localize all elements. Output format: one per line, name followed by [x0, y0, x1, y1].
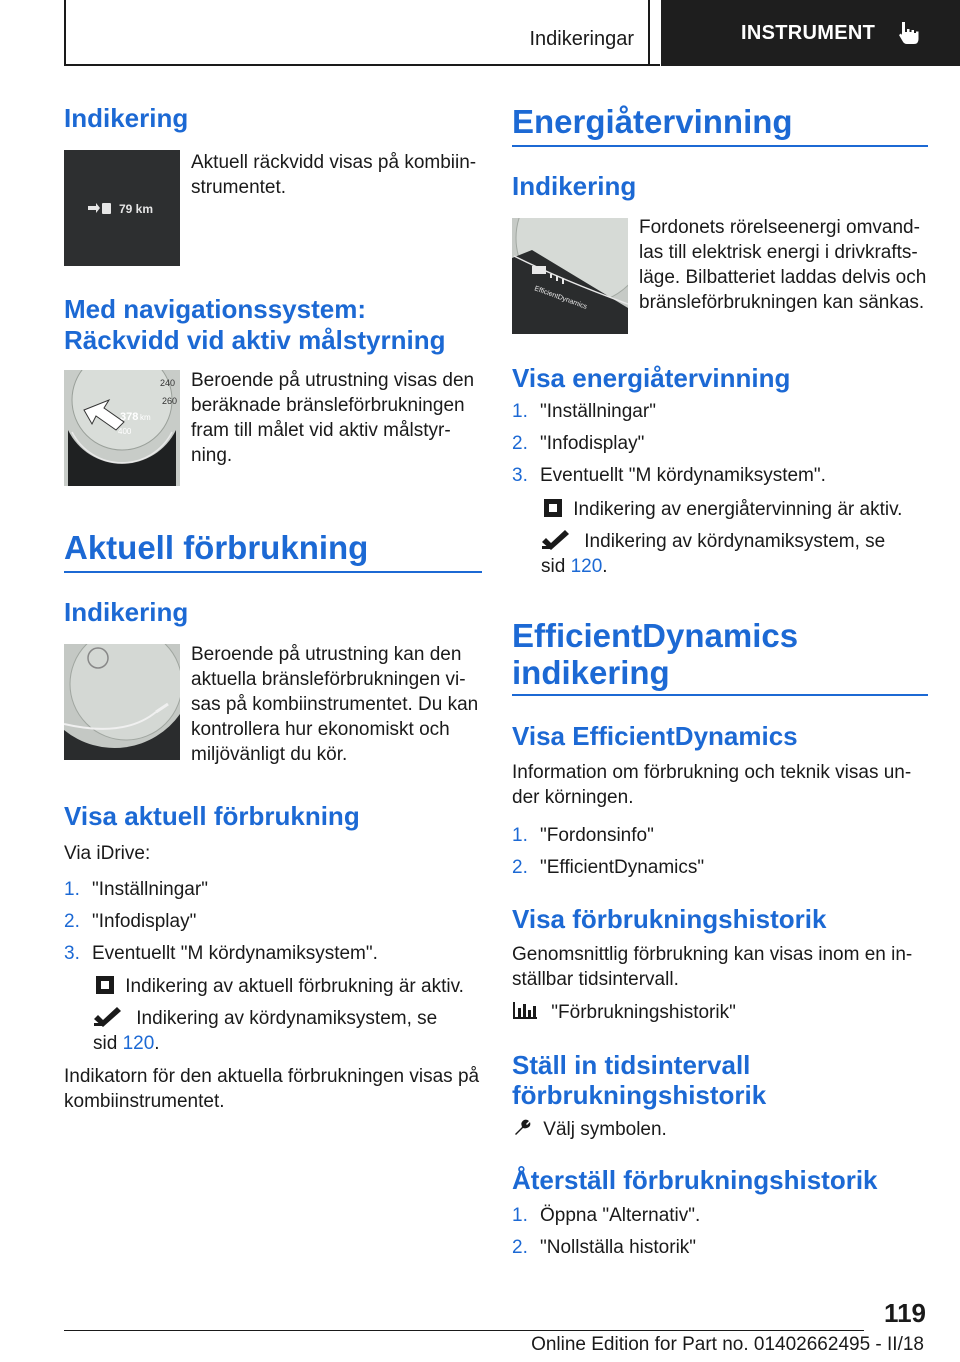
historik-item: "Förbrukningshistorik"	[512, 1000, 736, 1025]
range-display-image	[64, 150, 180, 266]
page-number: 119	[884, 1298, 926, 1328]
right-steps-list	[512, 396, 930, 492]
heading-indikering-right: Indikering	[512, 171, 637, 201]
display-square-icon	[544, 499, 562, 517]
navigation-range-description: Beroende på utrustning visas den beräknade bränsleförbrukningen fram till målet vid aktiv målstyr- ning.	[191, 370, 475, 466]
gauge-label-km: km	[140, 413, 151, 422]
heading-aterstall: Återställ förbrukningshistorik	[512, 1165, 878, 1195]
checkmark-dynamics-icon	[541, 529, 571, 551]
energy-gauge-image	[512, 218, 628, 334]
chapter-title: INSTRUMENT	[741, 21, 876, 44]
footer-edition: Online Edition for Part no. 01402662495 - II/18	[531, 1334, 924, 1355]
heading-visa-energi: Visa energiåtervinning	[512, 363, 791, 393]
header-left-rule	[64, 0, 66, 66]
reset-steps-list	[512, 1200, 930, 1264]
energy-image-label: EfficientDynamics	[533, 285, 588, 311]
consumption-gauge-image	[64, 644, 180, 760]
left-note-dynamics: Indikering av kördynamiksystem, se	[93, 1006, 483, 1031]
energy-description: Fordonets rörelseenergi omvand- las till elektrisk energi i drivkrafts- läge. Bilbatteriet laddas delvis och bränsleförbrukningen kan sänkas.	[639, 217, 927, 313]
gauge-label-260: 260	[162, 396, 178, 406]
heading-forbrukningshistorik: Visa förbrukningshistorik	[512, 904, 827, 934]
heading-aktuell-forbrukning: Aktuell förbrukning	[64, 529, 369, 566]
hand-pointer-icon	[897, 20, 921, 46]
heading-visa-efficientdynamics: Visa EfficientDynamics	[512, 721, 798, 751]
range-value-text: 79 km	[119, 202, 154, 216]
list-item: 3. Eventuellt "M kördynamiksystem".	[64, 943, 378, 964]
list-item: 2. "Infodisplay"	[512, 433, 645, 454]
gauge-label-240: 240	[160, 378, 176, 388]
display-square-icon	[96, 976, 114, 994]
list-item: 2. "EfficientDynamics"	[512, 857, 705, 878]
wrench-icon	[512, 1118, 532, 1138]
left-note-active: Indikering av aktuell förbrukning är aktiv.	[96, 974, 486, 999]
via-idrive-text: Via iDrive:	[64, 843, 151, 864]
list-item: 1. "Inställningar"	[64, 879, 208, 900]
left-note-page-ref: sid 120.	[93, 1033, 160, 1054]
historik-description: Genomsnittlig förbrukning kan visas inom en in- ställbar tidsintervall.	[512, 944, 913, 990]
heading-navigation-range: Med navigationssystem: Räckvidd vid aktiv målstyrning	[64, 294, 446, 355]
list-item: 1. Öppna "Alternativ".	[512, 1205, 701, 1226]
tidsintervall-item: Välj symbolen.	[512, 1117, 667, 1142]
left-steps-list	[64, 874, 482, 970]
gauge-label-400: 400	[118, 427, 132, 436]
list-item: 2. "Nollställa historik"	[512, 1237, 697, 1258]
right-note-page-ref: sid 120.	[541, 556, 608, 577]
heading-rule	[64, 571, 482, 573]
heading-visa-aktuell: Visa aktuell förbrukning	[64, 801, 360, 831]
heading-tidsintervall: Ställ in tidsintervall förbrukningshistorik	[512, 1050, 767, 1110]
heading-indikering: Indikering	[64, 103, 189, 133]
range-description: Aktuell räckvidd visas på kombiin- strumentet.	[191, 152, 477, 198]
right-note-dynamics: Indikering av kördynamiksystem, se	[541, 529, 931, 554]
chapter-tab[interactable]	[661, 0, 960, 66]
page-link-120[interactable]: 120	[570, 556, 603, 577]
checkmark-dynamics-icon	[93, 1006, 123, 1028]
heading-rule	[512, 694, 928, 696]
consumption-description: Beroende på utrustning kan den aktuella bränsleförbrukningen vi- sas på kombiinstrumentet. Du kan kontrollera hur ekonomiskt och miljövänligt du kör.	[191, 644, 479, 765]
heading-indikering-2: Indikering	[64, 597, 189, 627]
list-item: 3. Eventuellt "M kördynamiksystem".	[512, 465, 826, 486]
bar-chart-icon	[512, 1000, 538, 1020]
ed-description: Information om förbrukning och teknik visas un- der körningen.	[512, 762, 912, 808]
heading-efficientdynamics: EfficientDynamics indikering	[512, 617, 799, 691]
gauge-label-378: 378	[120, 411, 139, 423]
heading-energiatervinning: Energiåtervinning	[512, 103, 793, 140]
page-link-120[interactable]: 120	[122, 1033, 155, 1054]
left-closing-text: Indikatorn för den aktuella förbrukningen visas på kombiinstrumentet.	[64, 1066, 480, 1112]
right-note-active: Indikering av energiåtervinning är aktiv.	[544, 497, 934, 522]
heading-rule	[512, 145, 928, 147]
list-item: 1. "Inställningar"	[512, 401, 656, 422]
ed-steps-list	[512, 820, 930, 884]
header-section-title: Indikeringar	[529, 28, 634, 50]
footer-rule	[64, 1330, 864, 1331]
list-item: 1. "Fordonsinfo"	[512, 825, 654, 846]
header-bottom-rule	[64, 64, 660, 66]
header-divider	[648, 0, 650, 66]
navigation-gauge-image	[64, 370, 180, 486]
list-item: 2. "Infodisplay"	[64, 911, 197, 932]
